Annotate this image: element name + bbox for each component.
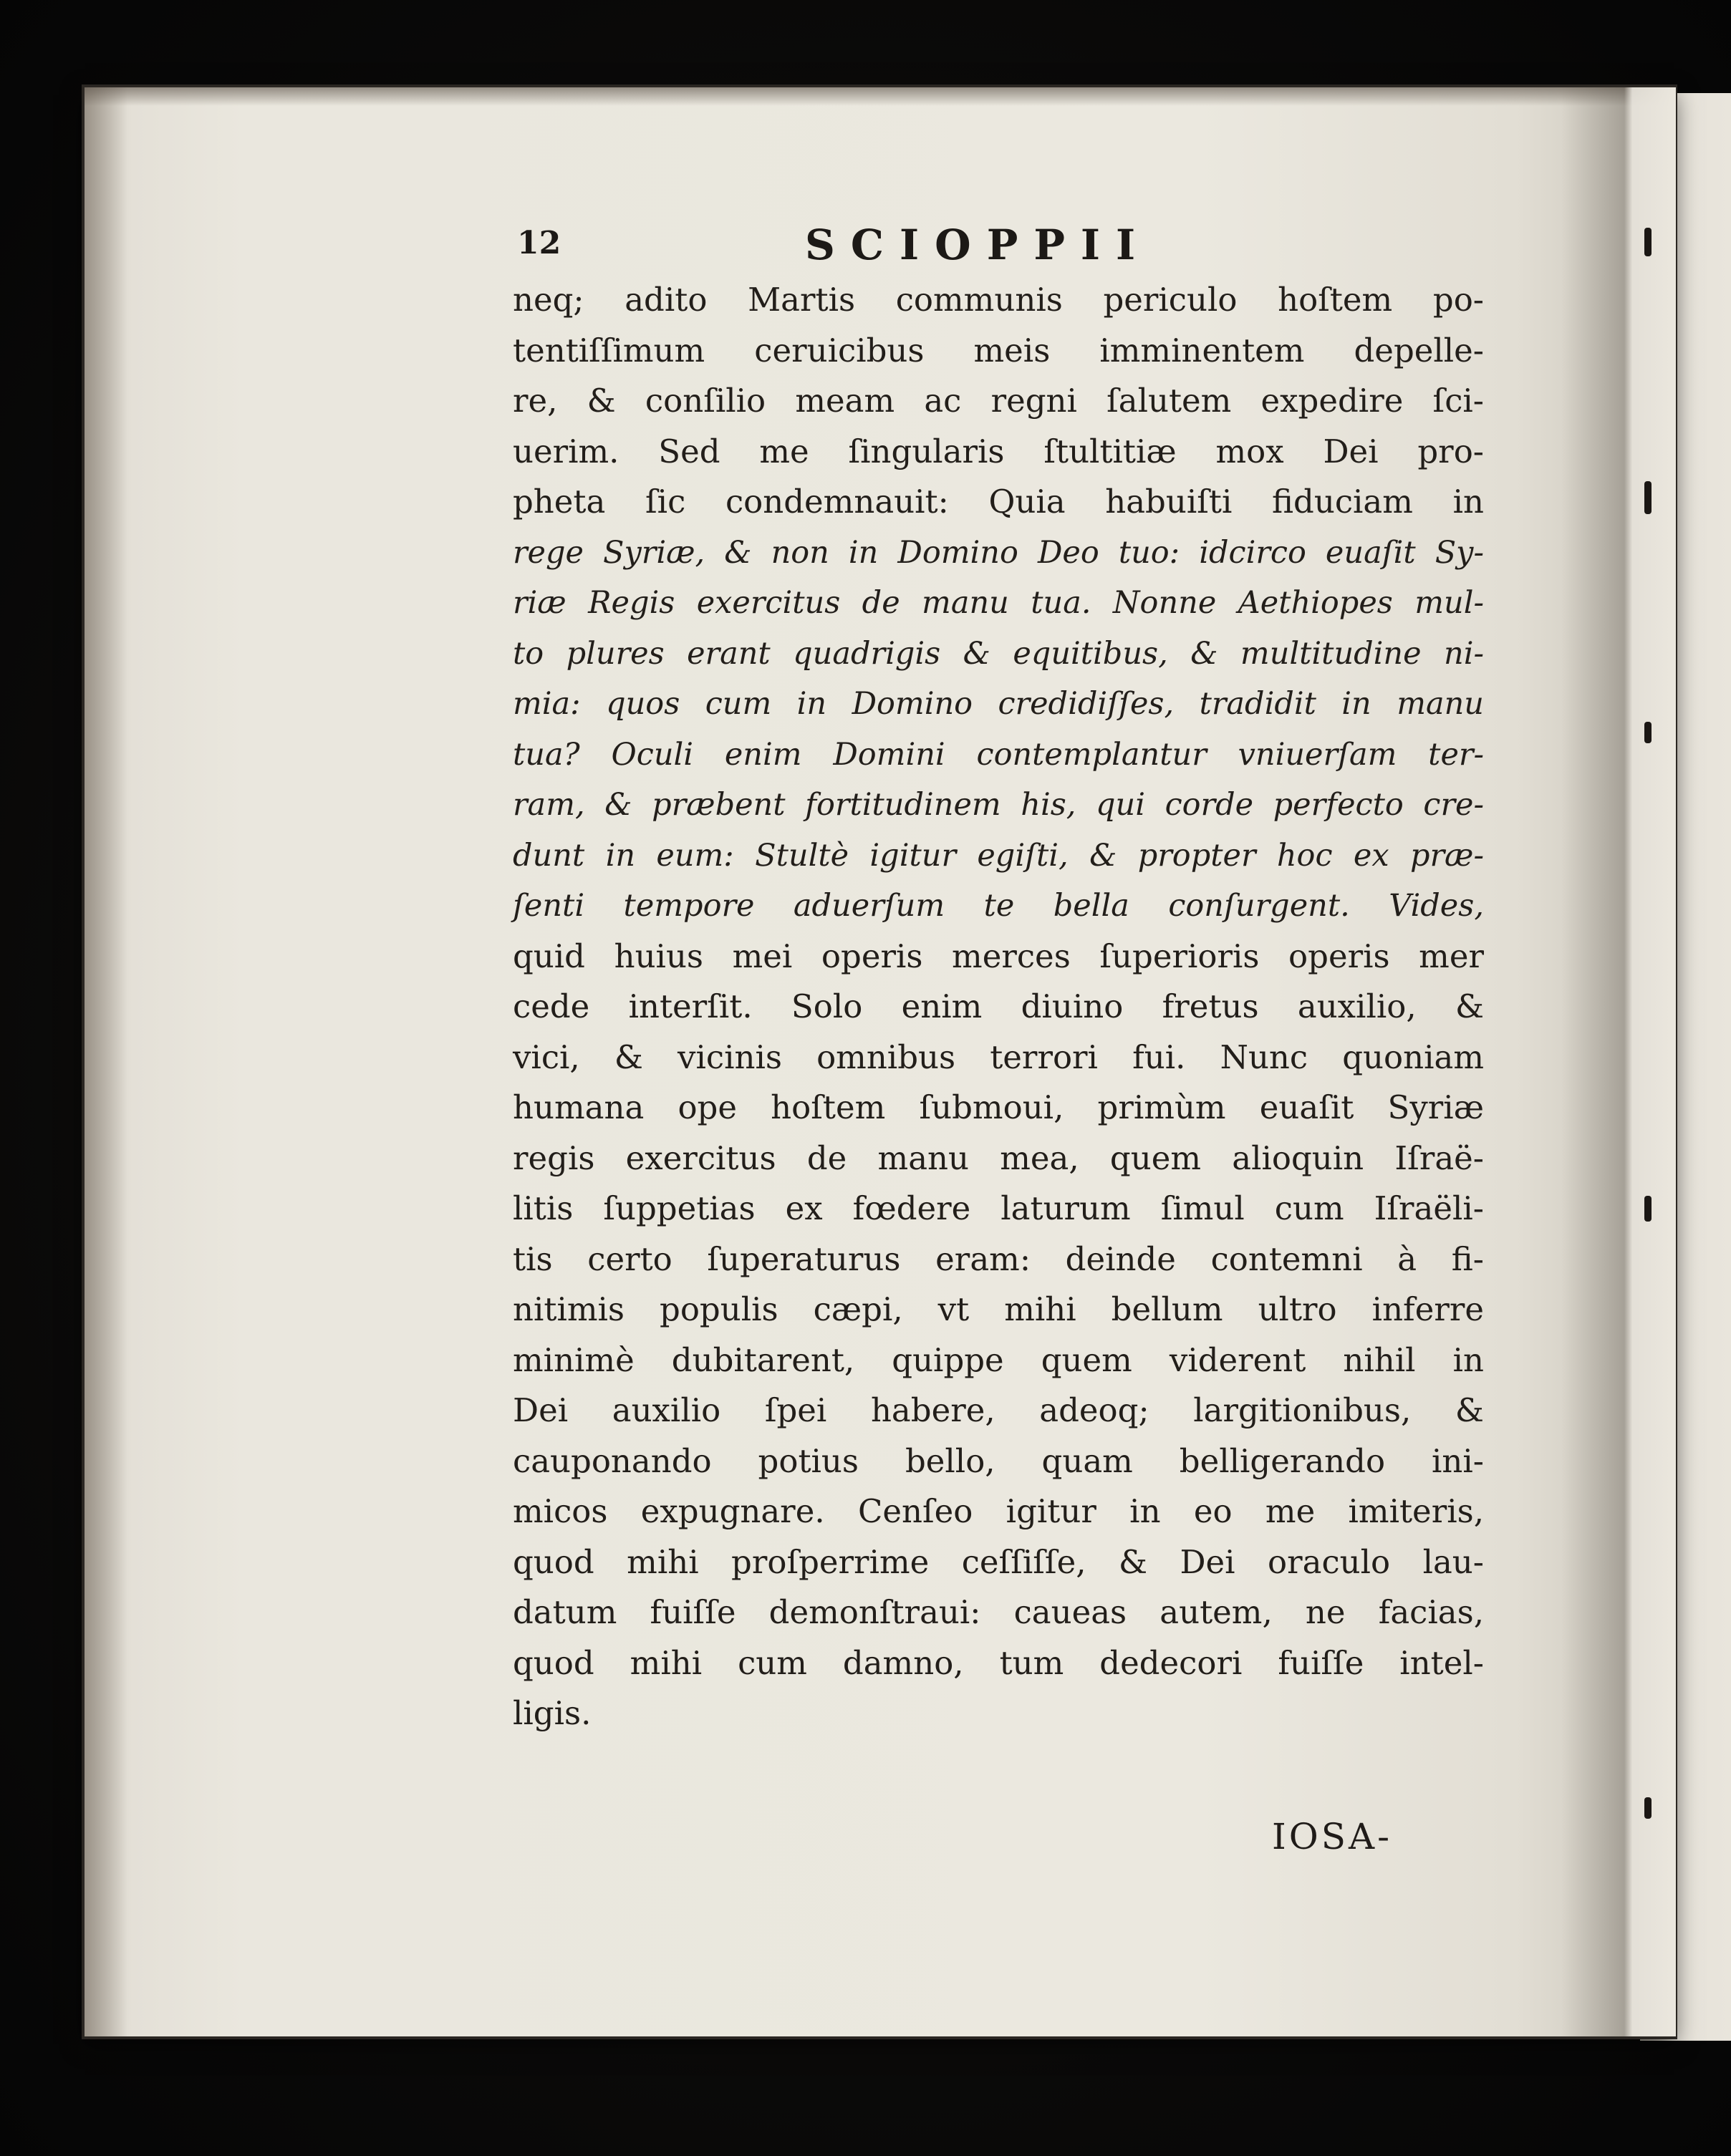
text-line: mia: quos cum in Domino credidiſſes, tradidit in manu — [513, 686, 1484, 722]
binding-stitch — [1644, 1196, 1652, 1222]
text-line: tis certo ſuperaturus eram: deinde contemni à fi- — [513, 1239, 1484, 1278]
text-line: rege Syriæ, & non in Domino Deo tuo: idcirco euaſit Sy- — [513, 534, 1484, 571]
text-line: dunt in eum: Stultè igitur egiſti, & propter hoc ex præ- — [513, 837, 1484, 874]
text-line: quod mihi proſperrime ceſſiſſe, & Dei oraculo lau- — [513, 1542, 1484, 1581]
text-line: cauponando potius bello, quam belligerando ini- — [513, 1441, 1484, 1480]
text-line: nitimis populis cæpi, vt mihi bellum ultro inferre — [513, 1290, 1484, 1328]
text-line: riæ Regis exercitus de manu tua. Nonne Aethiopes mul- — [513, 585, 1484, 621]
text-line: regis exercitus de manu mea, quem alioquin Iſraë- — [513, 1139, 1484, 1177]
page-header — [517, 221, 1477, 271]
text-line: neq; adito Martis communis periculo hoſtem po- — [513, 281, 1484, 319]
text-line: Dei auxilio ſpei habere, adeoq; largitionibus, & — [513, 1391, 1484, 1429]
text-line: ram, & præbent fortitudinem his, qui corde perfecto cre- — [513, 787, 1484, 823]
text-line: ſenti tempore aduerſum te bella conſurgent. Vides, — [513, 888, 1484, 924]
text-line: tua? Oculi enim Domini contemplantur vniuerſam ter- — [513, 736, 1484, 773]
text-line: quod mihi cum damno, tum dedecori fuiſſe intel- — [513, 1643, 1484, 1682]
binding-stitch — [1644, 481, 1652, 514]
text-line: ligis. — [513, 1694, 592, 1732]
text-line: micos expugnare. Cenſeo igitur in eo me imiteris, — [513, 1492, 1484, 1530]
text-line: quid huius mei operis merces ſuperioris operis mer — [513, 937, 1484, 975]
catchword: IOSA- — [1272, 1816, 1392, 1857]
text-line: datum fuiſſe demonſtraui: caueas autem, ne facias, — [513, 1593, 1484, 1631]
text-line: minimè dubitarent, quippe quem viderent nihil in — [513, 1340, 1484, 1379]
binding-stitch — [1644, 228, 1652, 256]
page-number: 12 — [517, 225, 561, 261]
text-line: pheta ſic condemnauit: Quia habuiſti fiduciam in — [513, 483, 1484, 521]
text-line: re, & conſilio meam ac regni ſalutem expedire ſci- — [513, 382, 1484, 420]
text-line: litis ſuppetias ex fœdere laturum ſimul cum Iſraëli- — [513, 1189, 1484, 1227]
text-line: tentiſſimum ceruicibus meis imminentem depelle- — [513, 331, 1484, 369]
body-text — [513, 275, 1484, 1739]
gutter-shadow — [1561, 87, 1676, 2036]
text-line: cede interſit. Solo enim diuino fretus auxilio, & — [513, 987, 1484, 1025]
text-line: vici, & vicinis omnibus terrori fui. Nunc quoniam — [513, 1038, 1484, 1076]
text-line: uerim. Sed me ſingularis ſtultitiæ mox Dei pro- — [513, 432, 1484, 470]
text-line: to plures erant quadrigis & equitibus, & multitudine ni- — [513, 635, 1484, 672]
binding-stitch — [1644, 1797, 1652, 1819]
running-head: SCIOPPII — [805, 221, 1152, 269]
text-line: humana ope hoſtem ſubmoui, primùm euaſit Syriæ — [513, 1088, 1484, 1126]
binding-stitch — [1644, 722, 1652, 743]
